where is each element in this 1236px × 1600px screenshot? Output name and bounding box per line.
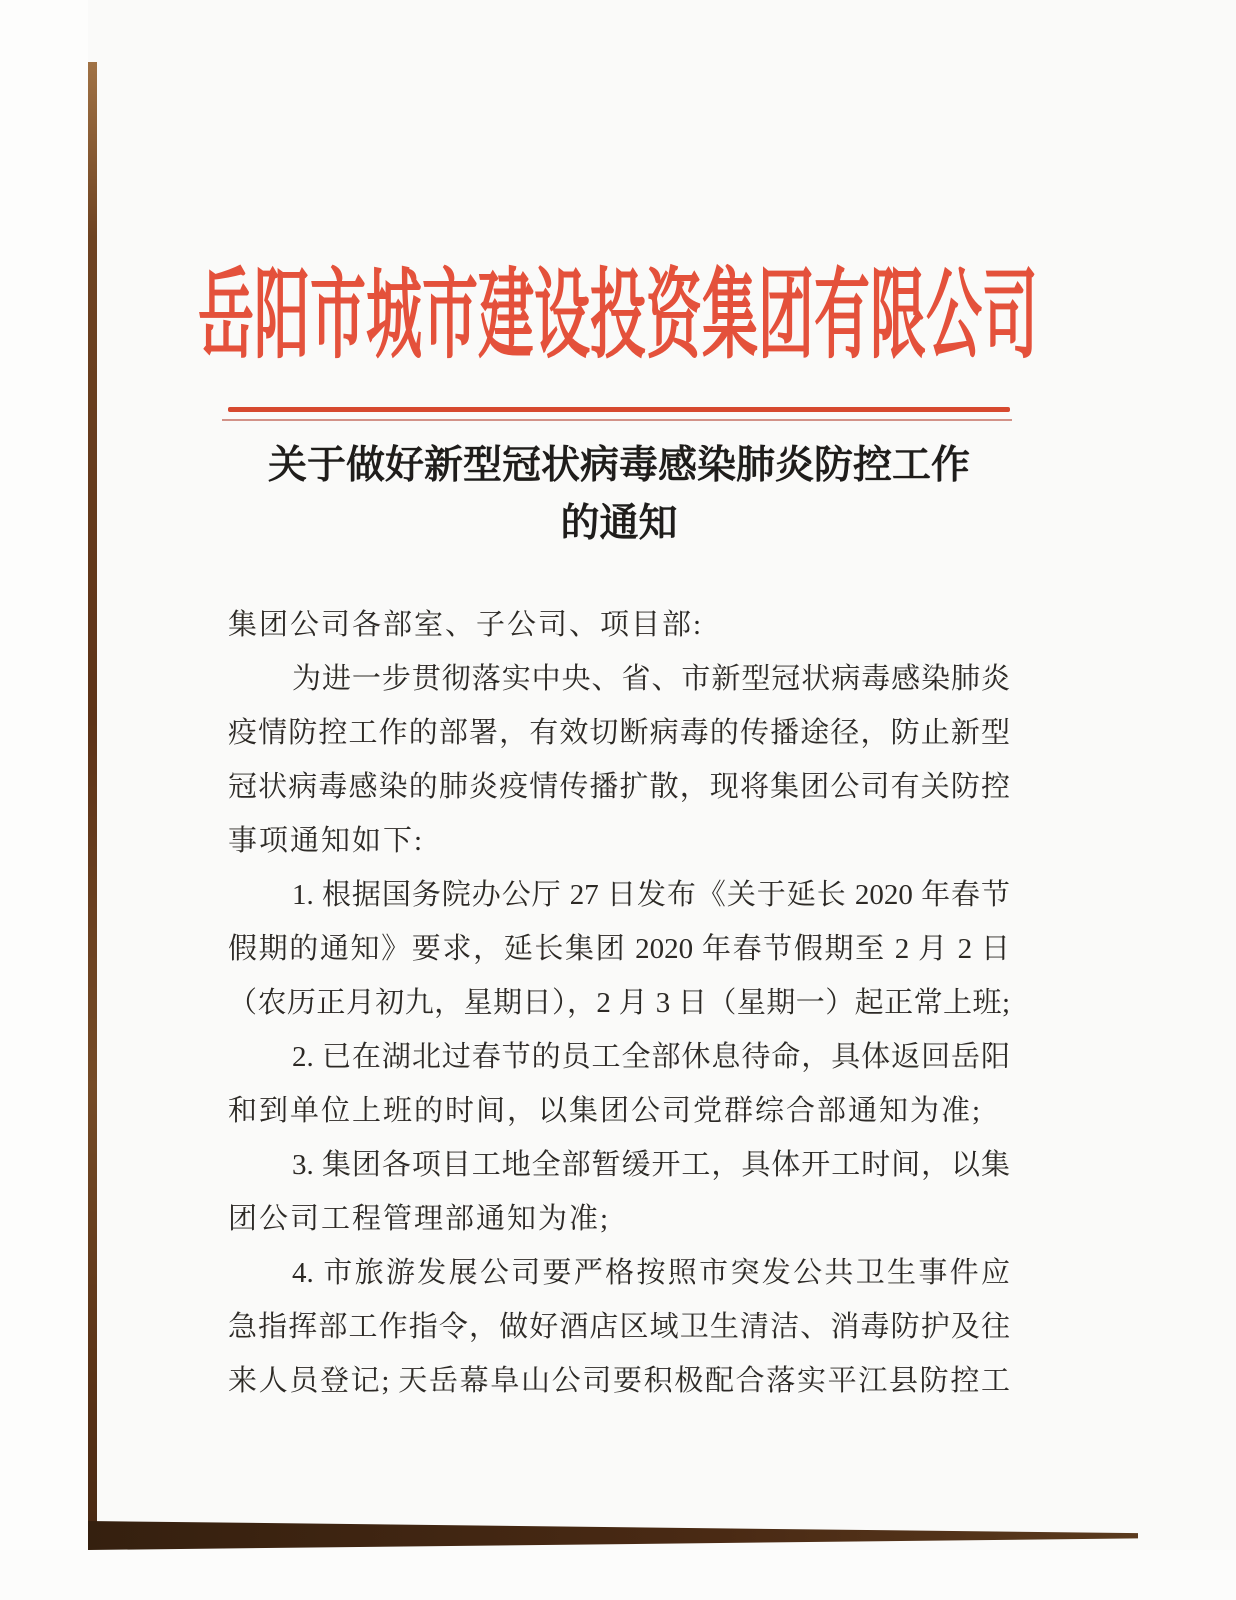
- body-line: 4. 市旅游发展公司要严格按照市突发公共卫生事件应: [292, 1257, 1010, 1289]
- scan-margin-left: [0, 0, 88, 1600]
- body-line: 急指挥部工作指令，做好酒店区域卫生清洁、消毒防护及往: [228, 1311, 1010, 1343]
- body-line: 疫情防控工作的部署，有效切断病毒的传播途径，防止新型: [228, 717, 1010, 749]
- document-title: [228, 437, 1010, 553]
- body-line: 3. 集团各项目工地全部暂缓开工，具体开工时间，以集: [292, 1149, 1010, 1181]
- body-line: 和到单位上班的时间，以集团公司党群综合部通知为准;: [228, 1095, 983, 1127]
- document-title-line1: 关于做好新型冠状病毒感染肺炎防控工作: [267, 444, 970, 487]
- letterhead-rule-thin: [222, 419, 1012, 421]
- letterhead-rule-thick: [228, 407, 1010, 412]
- body-line: 假期的通知》要求，延长集团 2020 年春节假期至 2 月 2 日: [228, 933, 1010, 965]
- paper-edge-strip-left: [88, 62, 97, 1524]
- body-line: 为进一步贯彻落实中央、省、市新型冠状病毒感染肺炎: [292, 663, 1010, 695]
- paper-edge-shadow-bottom: [88, 1521, 1138, 1550]
- document-title-line2: 的通知: [560, 502, 678, 545]
- company-letterhead: 岳阳市城市建设投资集团有限公司: [198, 262, 1038, 372]
- body-line: 1. 根据国务院办公厅 27 日发布《关于延长 2020 年春节: [292, 879, 1010, 911]
- body-line: 来人员登记; 天岳幕阜山公司要积极配合落实平江县防控工: [228, 1365, 1010, 1397]
- body-line: 冠状病毒感染的肺炎疫情传播扩散，现将集团公司有关防控: [228, 771, 1010, 803]
- body-line: 集团公司各部室、子公司、项目部:: [228, 609, 704, 641]
- body-line: 2. 已在湖北过春节的员工全部休息待命，具体返回岳阳: [292, 1041, 1010, 1073]
- body-line: 事项通知如下:: [228, 825, 425, 857]
- body-line: （农历正月初九，星期日），2 月 3 日（星期一）起正常上班;: [228, 987, 1010, 1019]
- document-body: [228, 598, 1010, 1408]
- body-line: 团公司工程管理部通知为准;: [228, 1203, 611, 1235]
- scan-margin-bottom: [0, 1550, 1236, 1600]
